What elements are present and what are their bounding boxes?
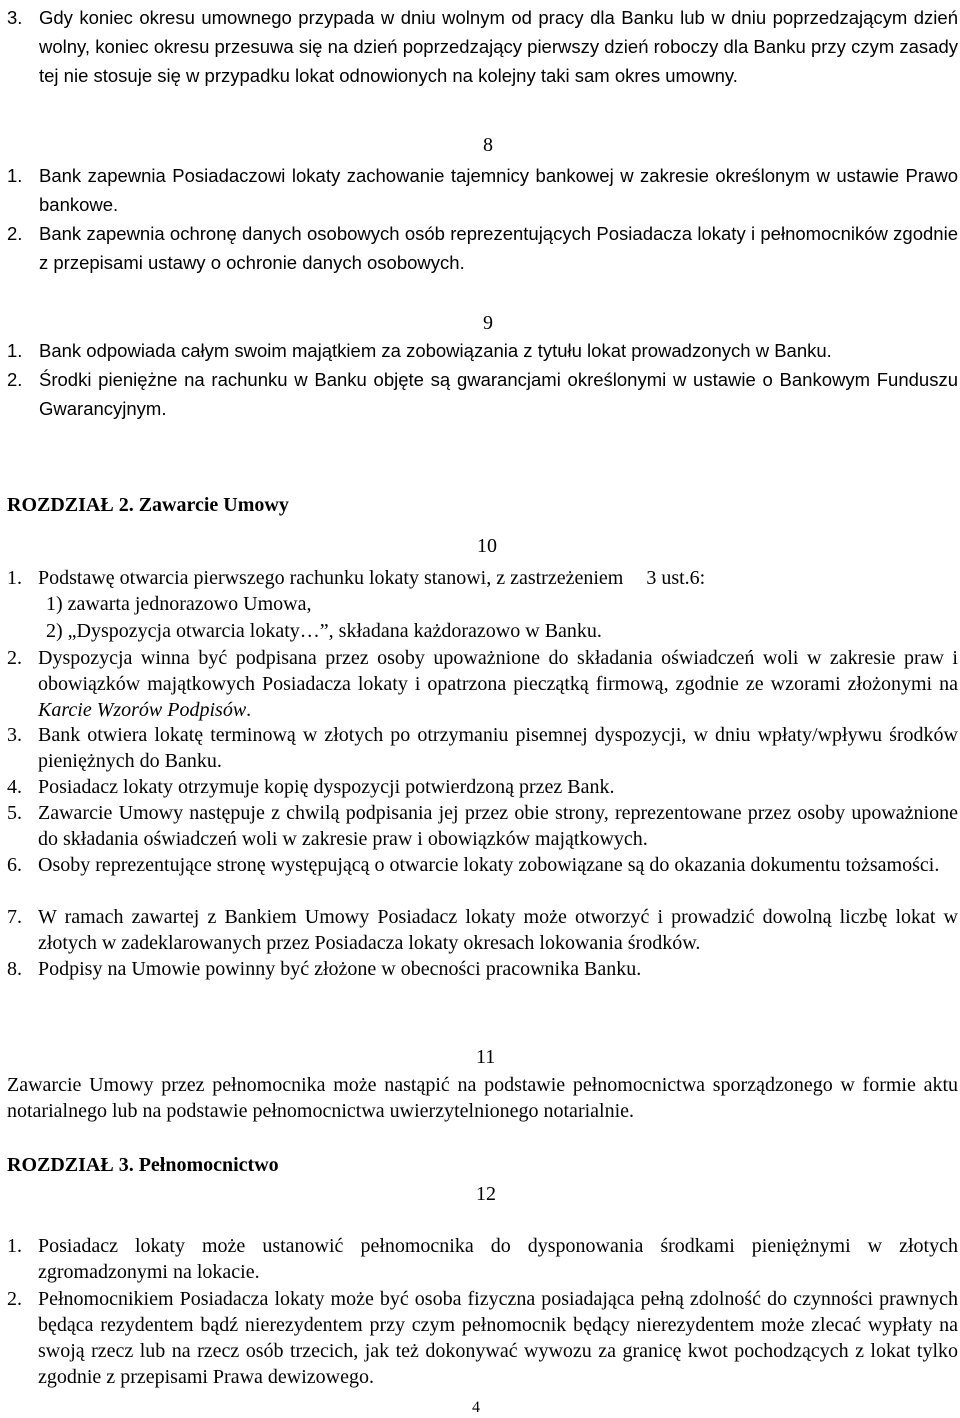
clause-number: 3.: [7, 7, 23, 28]
section-10-clause-3: [7, 722, 958, 774]
clause-number: 8.: [7, 958, 22, 980]
clause-text: Osoby reprezentujące stronę występującą o otwarcie lokaty zobowiązane są do okazania dokumentu tożsamości.: [38, 854, 940, 876]
section-10-clause-6: [7, 852, 958, 878]
clause-text: Bank zapewnia Posiadaczowi lokaty zachowanie tajemnicy bankowej w zakresie określonym w ustawie Prawo bankowe.: [39, 165, 958, 215]
clause-number: 7.: [7, 906, 22, 928]
section-12-heading: 12: [460, 1181, 496, 1207]
clause-text: Dyspozycja winna być podpisana przez osoby upoważnione do składania oświadczeń woli w zakresie praw i obowiązków majątkowych Posiadacza lokaty i opatrzona pieczątką firmową, zgodnie ze wzorami złożonymi na Karcie Wzorów Podpisów.: [38, 647, 958, 721]
clause-number: 4.: [7, 776, 22, 798]
section-10-clause-4: [7, 774, 958, 800]
clause-text: W ramach zawartej z Bankiem Umowy Posiadacz lokaty może otworzyć i prowadzić dowolną liczbę lokat w złotych w zadeklarowanych przez Posiadacza lokaty okresach lokowania środków.: [38, 906, 958, 954]
clause-number: 6.: [7, 854, 22, 876]
clause-number: 1.: [7, 567, 22, 589]
section-9-clause-2: [7, 365, 958, 423]
section-10-heading: 10: [461, 533, 497, 559]
section-10-clause-8: [7, 956, 958, 982]
clause-number: 2.: [7, 369, 23, 390]
clause-text: Gdy koniec okresu umownego przypada w dniu wolnym od pracy dla Banku lub w dniu poprzedzającym dzień wolny, koniec okresu przesuwa się na dzień poprzedzający pierwszy dzień roboczy dla Banku przy czym zasady tej nie stosuje się w przypadku lokat odnowionych na kolejny taki sam okres umowny.: [39, 7, 958, 86]
italic-term: Karcie Wzorów Podpisów: [38, 699, 247, 721]
section-8-heading: 8: [467, 132, 493, 158]
section-12-clause-2: [7, 1286, 958, 1390]
clause-text: Środki pieniężne na rachunku w Banku objęte są gwarancjami określonymi w ustawie o Bankowym Funduszu Gwarancyjnym.: [39, 369, 958, 419]
section-8-clause-2: [7, 219, 958, 277]
section-11-paragraph: Zawarcie Umowy przez pełnomocnika może nastąpić na podstawie pełnomocnictwa sporządzonego w formie aktu notarialnego lub na podstawie pełnomocnictwa uwierzytelnionego notarialnie.: [7, 1074, 958, 1122]
clause-number: 3.: [7, 724, 22, 746]
section-mark: [467, 135, 483, 151]
clause-number: 2.: [7, 647, 22, 669]
clause-3: [7, 3, 958, 90]
clause-number: 5.: [7, 802, 22, 824]
section-10-clause-5: [7, 800, 958, 852]
clause-text: Podpisy na Umowie powinny być złożone w obecności pracownika Banku.: [38, 958, 642, 980]
section-8-clause-1: [7, 161, 958, 219]
section-10-clause-7: [7, 904, 958, 956]
page-number: 4: [472, 1399, 480, 1416]
section-9-heading: 9: [467, 310, 493, 336]
clause-number: 2.: [7, 1288, 22, 1310]
chapter-3-heading: ROZDZIAŁ 3. Pełnomocnictwo: [7, 1154, 279, 1176]
clause-text: Pełnomocnikiem Posiadacza lokaty może być osoba fizyczna posiadająca pełną zdolność do czynności prawnych będąca rezydentem bądź nierezydentem przy czym pełnomocnik będący nierezydentem może zlecać wypłaty na swoją rzecz lub na rzecz osób trzecich, jak też dokonywać wywozu za granicę kwot pochodzących z lokat tylko zgodnie z przepisami Prawa dewizowego.: [38, 1288, 958, 1388]
clause-text: Bank zapewnia ochronę danych osobowych osób reprezentujących Posiadacza lokaty i pełnomocników zgodnie z przepisami ustawy o ochronie danych osobowych.: [39, 223, 958, 273]
clause-text: Posiadacz lokaty otrzymuje kopię dyspozycji potwierdzoną przez Bank.: [38, 776, 615, 798]
section-mark: [461, 536, 477, 552]
section-9-clause-1: [7, 336, 958, 365]
clause-number: 1.: [7, 165, 23, 186]
clause-text: Bank otwiera lokatę terminową w złotych po otrzymaniu pisemnej dyspozycji, w dniu wpłaty/wpływu środków pieniężnych do Banku.: [38, 724, 958, 772]
section-mark: [467, 313, 483, 329]
clause-number: 2.: [7, 223, 23, 244]
section-mark: [460, 1047, 476, 1063]
chapter-2-heading: ROZDZIAŁ 2. Zawarcie Umowy: [7, 494, 289, 516]
section-12-clause-1: [7, 1233, 958, 1285]
section-mark: [460, 1184, 476, 1200]
section-10-subitem-2: 2) „Dyspozycja otwarcia lokaty…”, składana każdorazowo w Banku.: [46, 620, 602, 642]
section-10-subitem-1: 1) zawarta jednorazowo Umowa,: [46, 593, 312, 615]
clause-number: 1.: [7, 1235, 22, 1257]
clause-number: 1.: [7, 340, 23, 361]
section-10-clause-2: [7, 645, 958, 723]
section-10-clause-1: [7, 565, 958, 591]
clause-text: Zawarcie Umowy następuje z chwilą podpisania jej przez obie strony, reprezentowane przez osoby upoważnione do składania oświadczeń woli w zakresie praw i obowiązków majątkowych.: [38, 802, 958, 850]
section-11-heading: 11: [460, 1044, 495, 1070]
clause-text: Posiadacz lokaty może ustanowić pełnomocnika do dysponowania środkami pieniężnymi w złotych zgromadzonymi na lokacie.: [38, 1235, 958, 1283]
clause-text: Bank odpowiada całym swoim majątkiem za zobowiązania z tytułu lokat prowadzonych w Banku.: [39, 340, 832, 361]
clause-text: Podstawę otwarcia pierwszego rachunku lokaty stanowi, z zastrzeżeniem 3 ust.6:: [38, 567, 706, 589]
